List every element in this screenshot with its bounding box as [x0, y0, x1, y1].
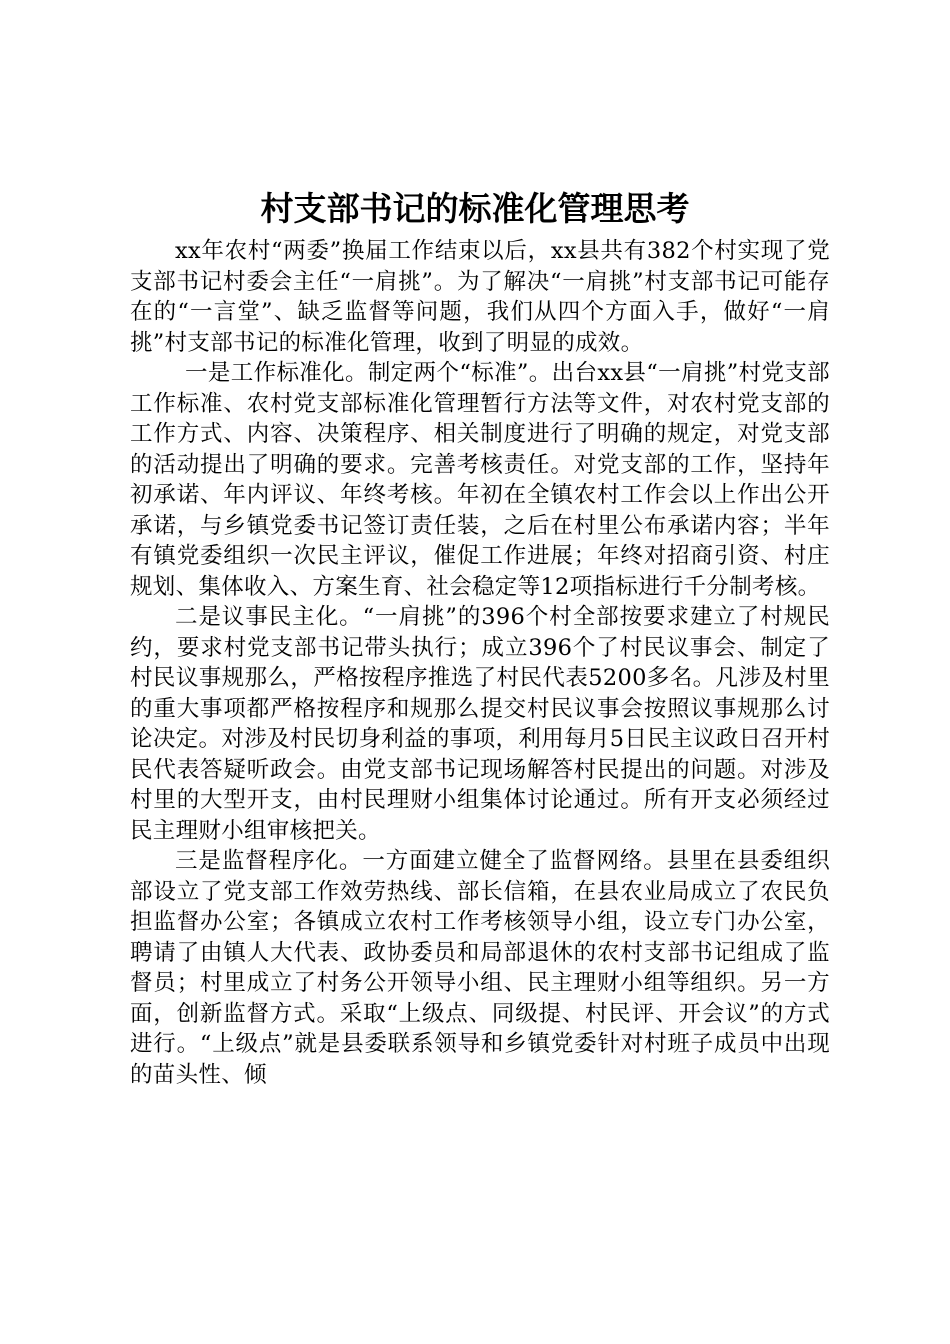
paragraph: 一是工作标准化。制定两个“标准”。出台xx县“一肩挑”村党支部工作标准、农村党支部标准化管理暂行方法等文件，对农村党支部的工作方式、内容、决策程序、相关制度进行了明确的规定，对党支部的活动提出了明确的要求。完善考核责任。对党支部的工作，坚持年初承诺、年内评议、年终考核。年初在全镇农村工作会以上作出公开承诺，与乡镇党委书记签订责任装，之后在村里公布承诺内容；半年有镇党委组织一次民主评议，催促工作进展；年终对招商引资、村庄规划、集体收入、方案生育、社会稳定等12项指标进行千分制考核。	[130, 360, 830, 600]
paragraph: xx年农村“两委”换届工作结束以后，xx县共有382个村实现了党支部书记村委会主任“一肩挑”。为了解决“一肩挑”村支部书记可能存在的“一言堂”、缺乏监督等问题，我们从四个方面入手，做好“一肩挑”村支部书记的标准化管理，收到了明显的成效。	[130, 238, 830, 356]
document-body	[130, 236, 830, 1090]
document-title: 村支部书记的标准化管理思考	[260, 189, 690, 228]
paragraph: 三是监督程序化。一方面建立健全了监督网络。县里在县委组织部设立了党支部工作效劳热线、部长信箱，在县农业局成立了农民负担监督办公室；各镇成立农村工作考核领导小组，设立专门办公室，聘请了由镇人大代表、政协委员和局部退休的农村支部书记组成了监督员；村里成立了村务公开领导小组、民主理财小组等组织。另一方面，创新监督方式。采取“上级点、同级提、村民评、开会议”的方式进行。“上级点”就是县委联系领导和乡镇党委针对村班子成员中出现的苗头性、倾	[130, 848, 830, 1088]
paragraph: 二是议事民主化。“一肩挑”的396个村全部按要求建立了村规民约，要求村党支部书记带头执行；成立396个了村民议事会、制定了村民议事规那么，严格按程序推选了村民代表5200多名。凡涉及村里的重大事项都严格按程序和规那么提交村民议事会按照议事规那么讨论决定。对涉及村民切身利益的事项，利用每月5日民主议政日召开村民代表答疑听政会。由党支部书记现场解答村民提出的问题。对涉及村里的大型开支，由村民理财小组集体讨论通过。所有开支必须经过民主理财小组审核把关。	[130, 604, 830, 844]
